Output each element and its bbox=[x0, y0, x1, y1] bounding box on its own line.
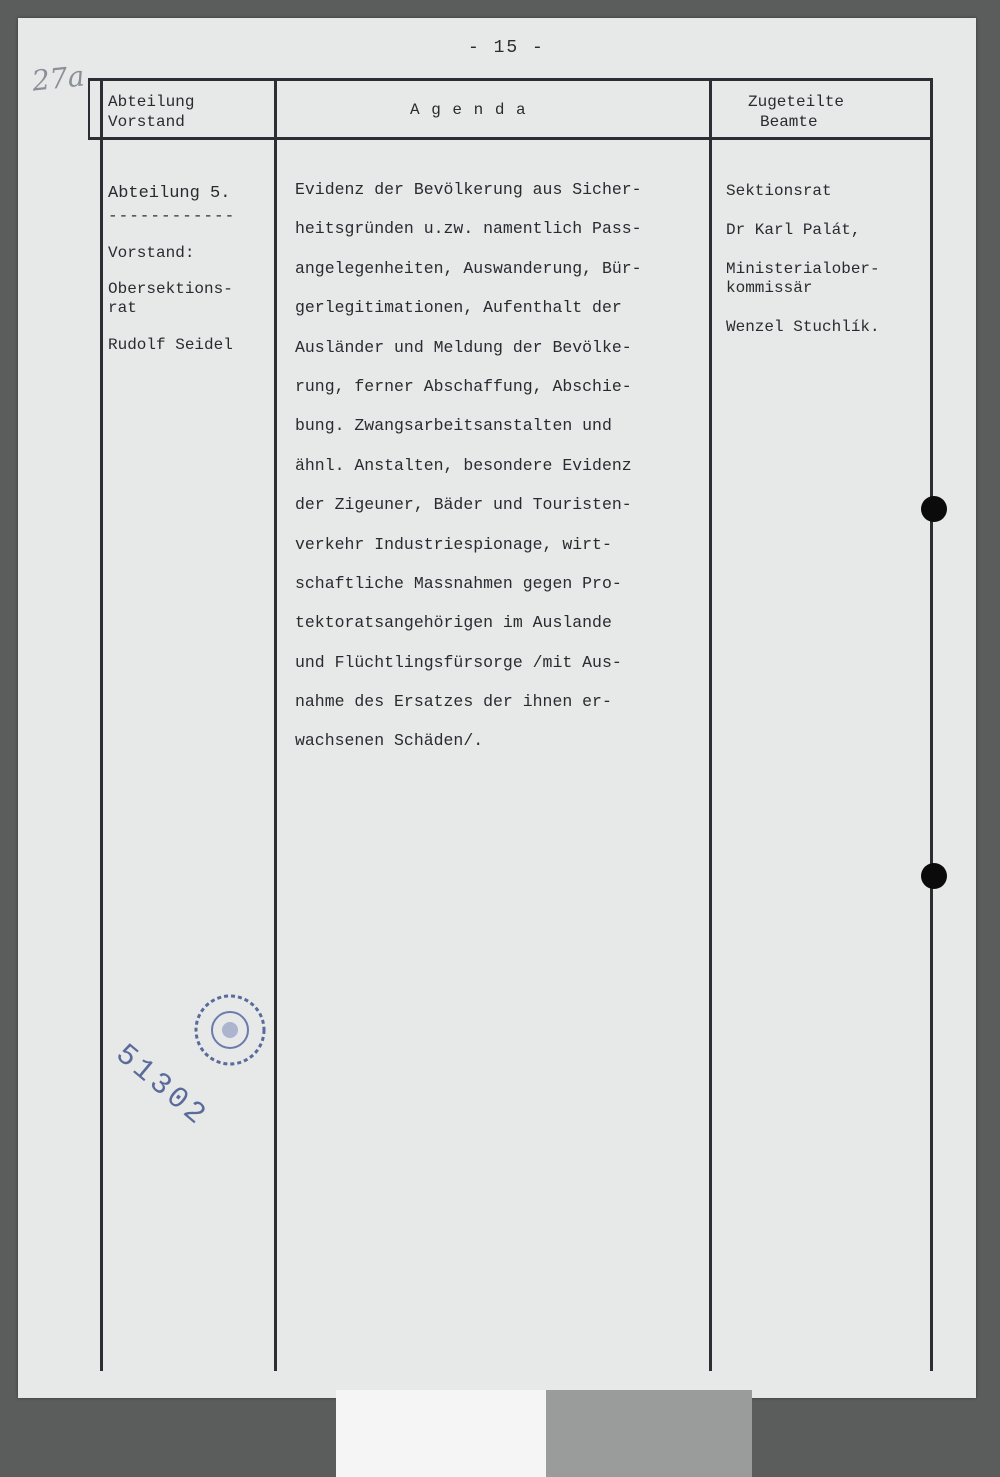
table-top-rule bbox=[88, 78, 932, 81]
punch-hole bbox=[921, 496, 947, 522]
official-2-rank-line2: kommissär bbox=[726, 279, 813, 297]
agenda-line: und Flüchtlingsfürsorge /mit Aus- bbox=[295, 652, 622, 672]
column1-left-rule bbox=[100, 78, 103, 1371]
agenda-line: bung. Zwangsarbeitsanstalten und bbox=[295, 416, 612, 436]
column1-right-rule bbox=[274, 78, 277, 1371]
head-rank-line2: rat bbox=[108, 299, 137, 317]
margin-note: 27a bbox=[30, 59, 86, 98]
header-agenda: A g e n d a bbox=[410, 101, 527, 119]
table-left-rule bbox=[88, 78, 90, 140]
archive-stamp-number: 51302 bbox=[108, 1038, 215, 1135]
agenda-cell bbox=[295, 170, 642, 761]
scan-calibration-white bbox=[336, 1390, 546, 1477]
table-header-rule bbox=[88, 137, 932, 140]
punch-hole bbox=[921, 863, 947, 889]
official-2-name: Wenzel Stuchlík. bbox=[726, 318, 880, 336]
agenda-line: angelegenheiten, Auswanderung, Bür- bbox=[295, 258, 642, 278]
agenda-line: gerlegitimationen, Aufenthalt der bbox=[295, 298, 622, 318]
agenda-line: heitsgründen u.zw. namentlich Pass- bbox=[295, 219, 642, 239]
agenda-line: der Zigeuner, Bäder und Touristen- bbox=[295, 495, 632, 515]
header-officials-line2: Beamte bbox=[760, 113, 818, 131]
agenda-line: nahme des Ersatzes der ihnen er- bbox=[295, 692, 612, 712]
officials-cell bbox=[726, 182, 880, 337]
agenda-line: wachsenen Schäden/. bbox=[295, 731, 484, 751]
head-name: Rudolf Seidel bbox=[108, 336, 233, 354]
agenda-line: rung, ferner Abschaffung, Abschie- bbox=[295, 376, 632, 396]
department-title: Abteilung 5. bbox=[108, 184, 231, 203]
head-label: Vorstand: bbox=[108, 244, 195, 262]
department-underline: ------------ bbox=[108, 207, 236, 225]
agenda-line: tektoratsangehörigen im Auslande bbox=[295, 613, 612, 633]
header-officials bbox=[748, 92, 844, 132]
agenda-line: Ausländer und Meldung der Bevölke- bbox=[295, 337, 632, 357]
archive-stamp-seal bbox=[182, 990, 278, 1070]
column3-right-rule bbox=[930, 78, 933, 1371]
agenda-line: schaftliche Massnahmen gegen Pro- bbox=[295, 573, 622, 593]
header-department-label: Abteilung bbox=[108, 93, 195, 111]
official-1-rank: Sektionsrat bbox=[726, 182, 832, 200]
page-number: - 15 - bbox=[468, 38, 545, 58]
agenda-line: Evidenz der Bevölkerung aus Sicher- bbox=[295, 180, 642, 199]
official-2-rank-line1: Ministerialober- bbox=[726, 260, 880, 278]
department-cell bbox=[108, 184, 235, 355]
header-officials-line1: Zugeteilte bbox=[748, 93, 845, 111]
header-head-label: Vorstand bbox=[108, 113, 185, 131]
agenda-line: verkehr Industriespionage, wirt- bbox=[295, 534, 612, 554]
head-rank-line1: Obersektions- bbox=[108, 280, 233, 298]
column2-right-rule bbox=[709, 78, 712, 1371]
official-1-name: Dr Karl Palát, bbox=[726, 221, 861, 239]
agenda-line: ähnl. Anstalten, besondere Evidenz bbox=[295, 455, 632, 475]
scan-calibration-grey bbox=[546, 1390, 752, 1477]
header-department-head bbox=[108, 92, 194, 132]
